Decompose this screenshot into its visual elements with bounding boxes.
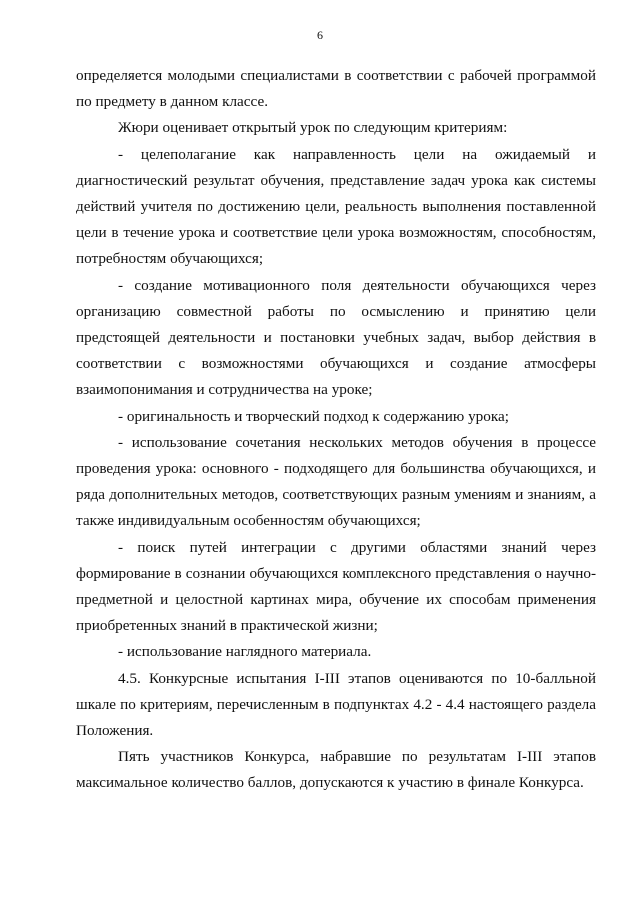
paragraph-continuation: определяется молодыми специалистами в соответствии с рабочей программой по предмету в данном классе. xyxy=(76,67,596,111)
section-4-5: 4.5. Конкурсные испытания I-III этапов оцениваются по 10-балльной шкале по критериям, перечисленным в подпунктах 4.2 - 4.4 настоящего раздела Положения. xyxy=(76,669,596,740)
document-body xyxy=(76,63,596,797)
criterion-goal-setting: - целеполагание как направленность цели на ожидаемый и диагностический результат обучения, представление задач урока как системы действий учителя по достижению цели, реальность выполнения поставленной цели в течение урока и соответствие цели урока возможностям, способностям, потребностям обучающихся; xyxy=(76,145,596,268)
criterion-visual-material: - использование наглядного материала. xyxy=(118,643,372,661)
paragraph-criteria-intro: Жюри оценивает открытый урок по следующим критериям: xyxy=(118,119,508,137)
page-number: 6 xyxy=(317,28,323,42)
criterion-methods: - использование сочетания нескольких методов обучения в процессе проведения урока: основного - подходящего для большинства обучающихся, и ряда дополнительных методов, соответствующих разным умениям и знаниям, а также индивидуальным особенностям обучающихся; xyxy=(76,433,596,530)
criterion-originality: - оригинальность и творческий подход к содержанию урока; xyxy=(118,407,509,425)
criterion-integration: - поиск путей интеграции с другими областями знаний через формирование в сознании обучающихся комплексного представления о научно-предметной и целостной картинах мира, обучение их способам применения приобретенных знаний в практической жизни; xyxy=(76,538,596,635)
criterion-motivation: - создание мотивационного поля деятельности обучающихся через организацию совместной работы по осмыслению и принятию цели предстоящей деятельности и постановки учебных задач, выбор действия в соответствии с возможностями обучающихся и создание атмосферы взаимопонимания и сотрудничества на уроке; xyxy=(76,276,596,399)
paragraph-finalists: Пять участников Конкурса, набравшие по результатам I-III этапов максимальное количество баллов, допускаются к участию в финале Конкурса. xyxy=(76,748,596,792)
